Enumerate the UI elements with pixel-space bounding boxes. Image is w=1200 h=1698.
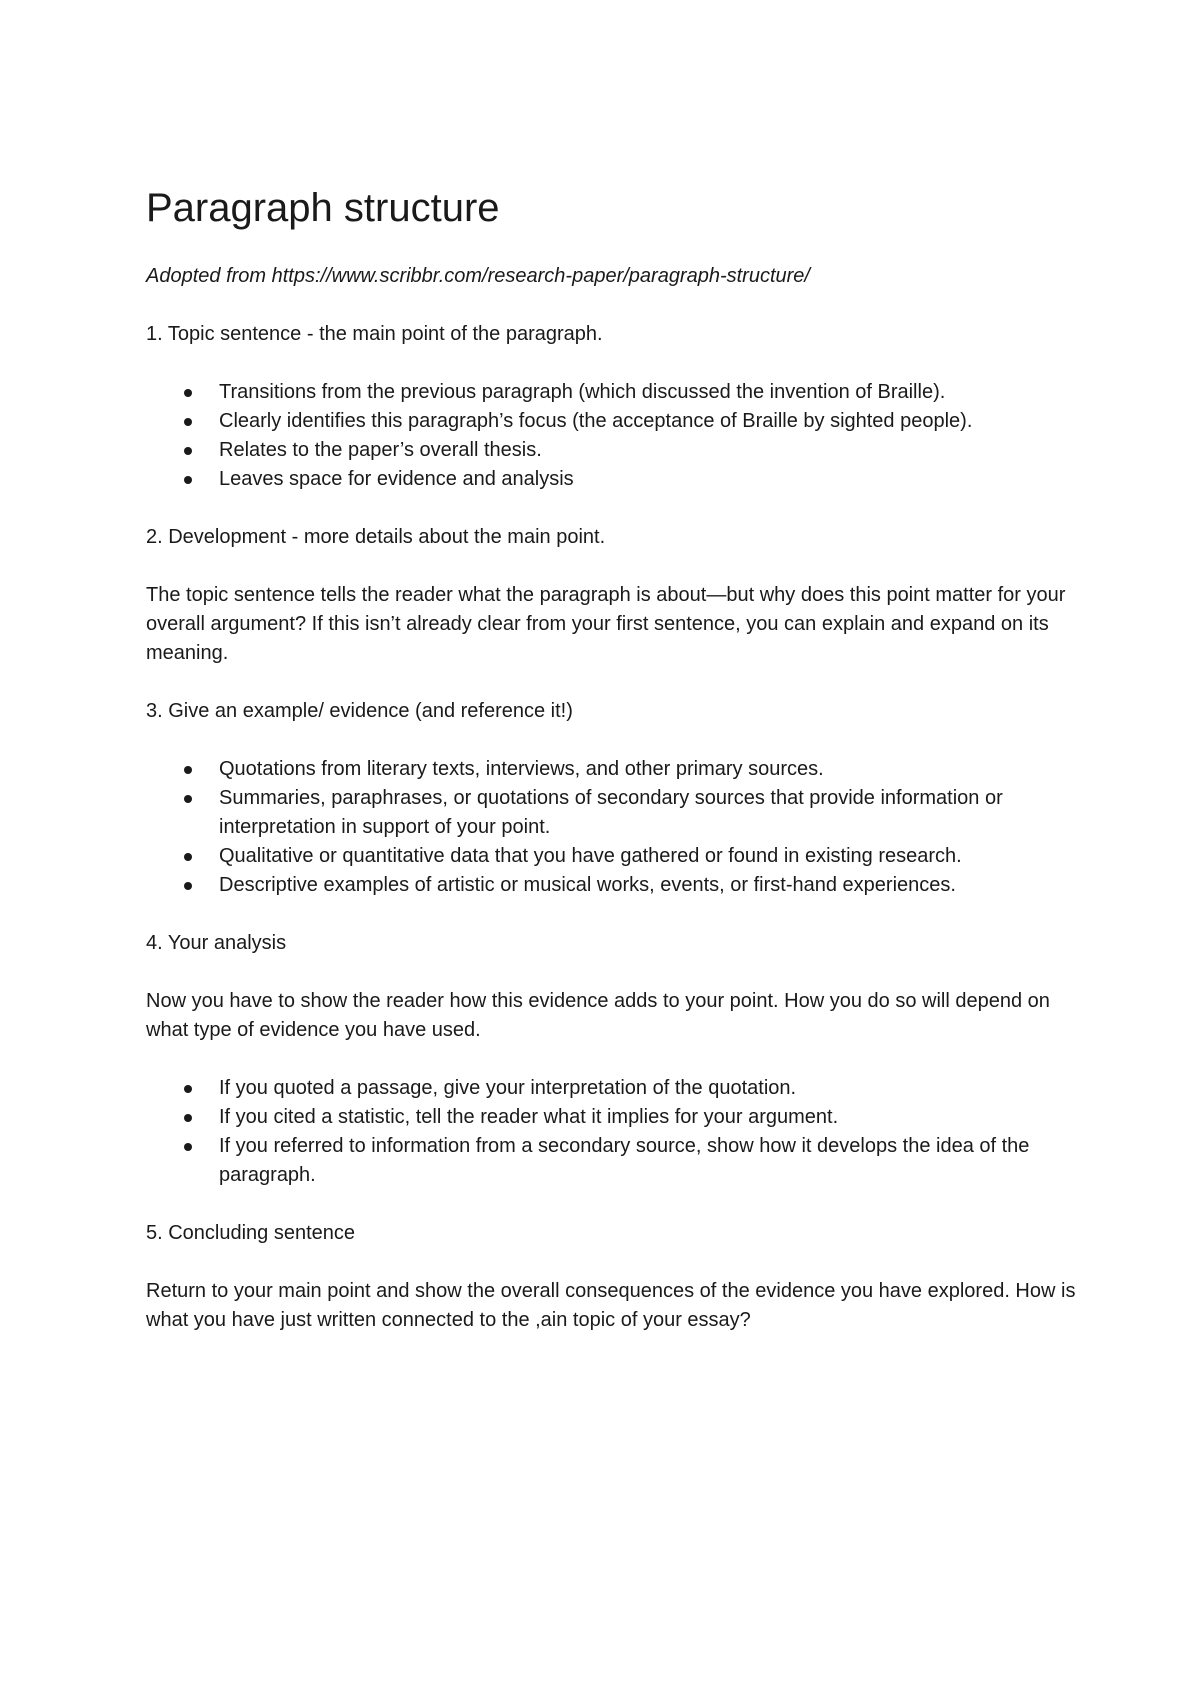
bullet-icon bbox=[184, 795, 192, 803]
list-item-text: Relates to the paper’s overall thesis. bbox=[219, 439, 542, 461]
list-item-text: Summaries, paraphrases, or quotations of secondary sources that provide information or interpretation in support of your point. bbox=[219, 787, 1003, 838]
source-note: Adopted from https://www.scribbr.com/research-paper/paragraph-structure/ bbox=[146, 265, 810, 287]
bullet-icon bbox=[184, 476, 192, 484]
list-item bbox=[146, 755, 1076, 784]
document-content bbox=[146, 184, 1076, 1364]
list-item-text: Qualitative or quantitative data that you have gathered or found in existing research. bbox=[219, 845, 962, 867]
section-heading-concluding-sentence: 5. Concluding sentence bbox=[146, 1222, 356, 1244]
list-item bbox=[146, 842, 1076, 871]
section-heading-analysis: 4. Your analysis bbox=[146, 932, 287, 954]
bullet-icon bbox=[184, 418, 192, 426]
section-heading-topic-sentence: 1. Topic sentence - the main point of the paragraph. bbox=[146, 323, 603, 345]
bullet-icon bbox=[184, 389, 192, 397]
bullet-icon bbox=[184, 1085, 192, 1093]
bullet-icon bbox=[184, 882, 192, 890]
list-item bbox=[146, 784, 1076, 842]
list-item bbox=[146, 871, 1076, 900]
list-item-text: If you cited a statistic, tell the reader what it implies for your argument. bbox=[219, 1106, 839, 1128]
list-item-text: Descriptive examples of artistic or musical works, events, or first-hand experiences. bbox=[219, 874, 956, 896]
list-item-text: If you referred to information from a secondary source, show how it develops the idea of the paragraph. bbox=[219, 1135, 1030, 1186]
section-heading-development: 2. Development - more details about the main point. bbox=[146, 526, 606, 548]
section-heading-evidence: 3. Give an example/ evidence (and reference it!) bbox=[146, 700, 573, 722]
bullet-icon bbox=[184, 1143, 192, 1151]
list-item-text: Leaves space for evidence and analysis bbox=[219, 468, 574, 490]
analysis-paragraph: Now you have to show the reader how this evidence adds to your point. How you do so will depend on what type of evidence you have used. bbox=[146, 990, 1050, 1041]
development-paragraph: The topic sentence tells the reader what the paragraph is about—but why does this point matter for your overall argument? If this isn’t already clear from your first sentence, you can explain and expand on its meaning. bbox=[146, 584, 1066, 664]
concluding-paragraph: Return to your main point and show the overall consequences of the evidence you have explored. How is what you have just written connected to the ,ain topic of your essay? bbox=[146, 1280, 1076, 1331]
list-item bbox=[146, 1103, 1076, 1132]
evidence-bullet-list bbox=[146, 755, 1076, 900]
bullet-icon bbox=[184, 766, 192, 774]
list-item bbox=[146, 407, 1076, 436]
list-item bbox=[146, 1132, 1076, 1190]
document-title: Paragraph structure bbox=[146, 186, 500, 230]
bullet-icon bbox=[184, 447, 192, 455]
list-item bbox=[146, 465, 1076, 494]
list-item bbox=[146, 1074, 1076, 1103]
topic-sentence-bullet-list bbox=[146, 378, 1076, 494]
bullet-icon bbox=[184, 1114, 192, 1122]
bullet-icon bbox=[184, 853, 192, 861]
list-item-text: Clearly identifies this paragraph’s focus (the acceptance of Braille by sighted people). bbox=[219, 410, 973, 432]
list-item bbox=[146, 378, 1076, 407]
list-item bbox=[146, 436, 1076, 465]
analysis-bullet-list bbox=[146, 1074, 1076, 1190]
list-item-text: If you quoted a passage, give your interpretation of the quotation. bbox=[219, 1077, 797, 1099]
list-item-text: Quotations from literary texts, interviews, and other primary sources. bbox=[219, 758, 824, 780]
list-item-text: Transitions from the previous paragraph (which discussed the invention of Braille). bbox=[219, 381, 946, 403]
